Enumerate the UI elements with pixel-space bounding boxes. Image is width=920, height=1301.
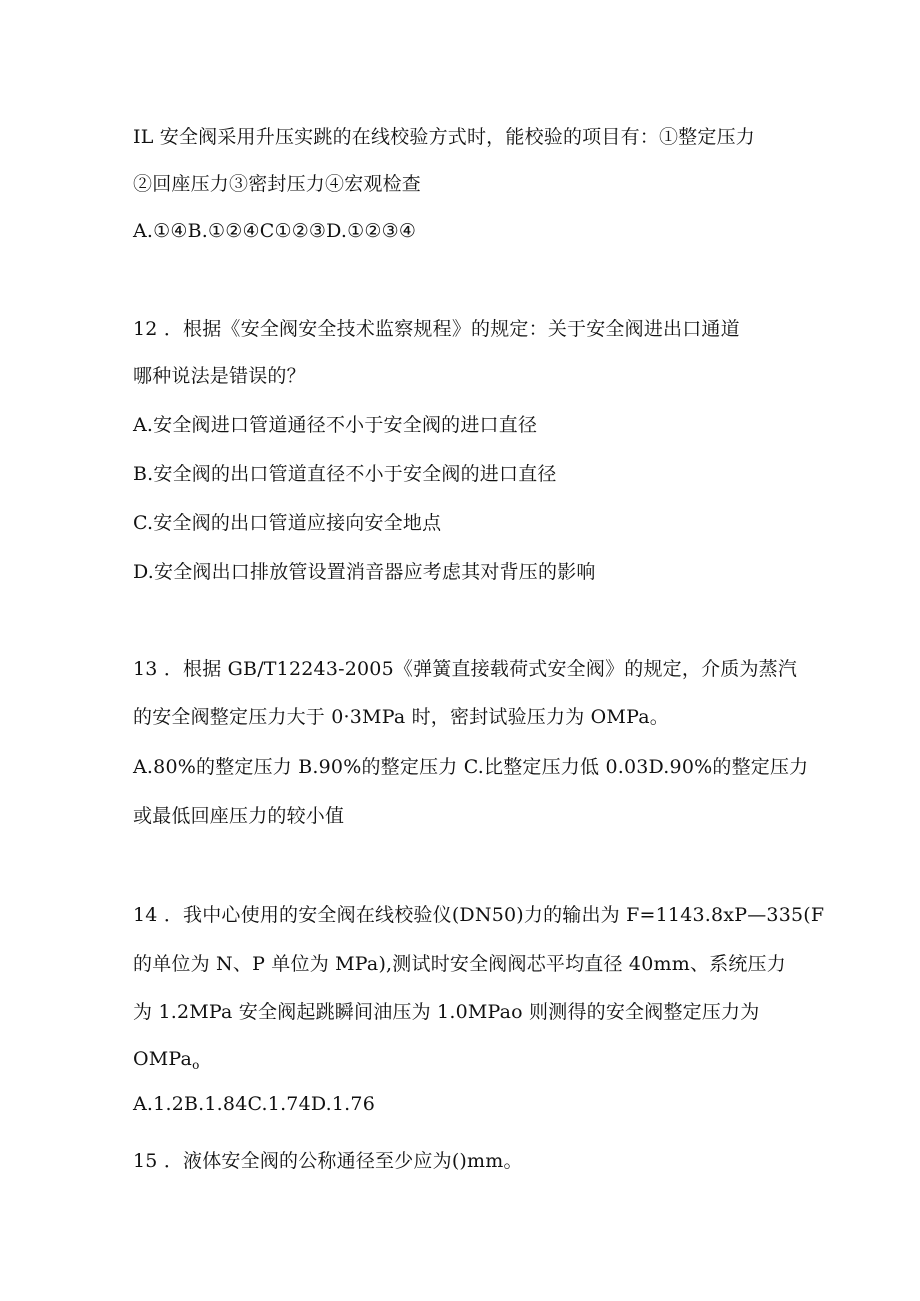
question-12-line-1: 12 ．根据《安全阀安全技术监察规程》的规定：关于安全阀进出口通道 <box>133 318 740 340</box>
question-14-line-4-subscript: o <box>192 1058 200 1072</box>
question-12-option-a: A.安全阀进口管道通径不小于安全阀的进口直径 <box>133 414 538 436</box>
question-12-line-2: 哪种说法是错误的？ <box>133 365 306 387</box>
question-13-options-line-1: A.80%的整定压力 B.90%的整定压力 C.比整定压力低 0.03D.90%的整定压力 <box>133 756 809 778</box>
question-14-line-2: 的单位为 N、P 单位为 MPa),测试时安全阀阀芯平均直径 40mm、系统压力 <box>133 953 786 975</box>
question-14-line-1: 14 ．我中心使用的安全阀在线校验仪(DN50)力的输出为 F=1143.8xP—335(F <box>133 904 825 926</box>
question-11-line-1: IL 安全阀采用升压实跳的在线校验方式时，能校验的项目有：①整定压力 <box>133 126 755 148</box>
question-14-line-4 <box>133 1046 200 1078</box>
question-11-options: A.①④B.①②④C①②③D.①②③④ <box>133 220 417 242</box>
question-12-option-d: D.安全阀出口排放管设置消音器应考虑其对背压的影响 <box>133 561 596 583</box>
question-12-option-c: C.安全阀的出口管道应接向安全地点 <box>133 512 442 534</box>
question-13-line-2: 的安全阀整定压力大于 0·3MPa 时，密封试验压力为 OMPa。 <box>133 706 669 728</box>
question-14-options: A.1.2B.1.84C.1.74D.1.76 <box>133 1093 375 1115</box>
question-14-line-3: 为 1.2MPa 安全阀起跳瞬间油压为 1.0MPao 则测得的安全阀整定压力为 <box>133 1001 760 1023</box>
question-15-line-1: 15 ．液体安全阀的公称通径至少应为()mm。 <box>133 1150 523 1172</box>
question-14-line-4-text: OMPa <box>133 1048 193 1070</box>
question-13-line-1: 13 ．根据 GB/T12243-2005《弹簧直接载荷式安全阀》的规定，介质为蒸汽 <box>133 658 798 680</box>
question-12-option-b: B.安全阀的出口管道直径不小于安全阀的进口直径 <box>133 463 557 485</box>
question-11-line-2: ②回座压力③密封压力④宏观检查 <box>133 173 422 195</box>
question-13-options-line-2: 或最低回座压力的较小值 <box>133 805 345 827</box>
